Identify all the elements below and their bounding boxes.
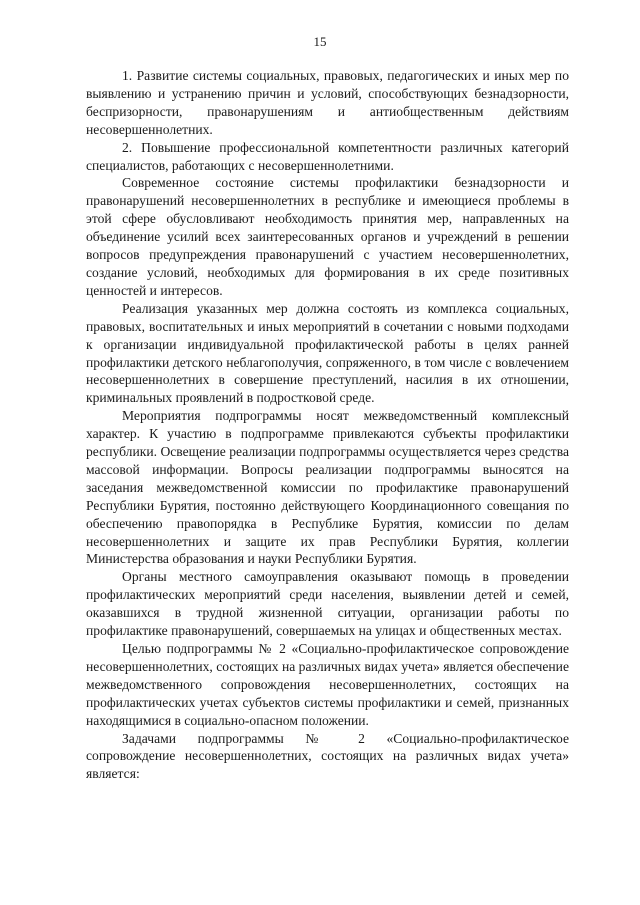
paragraph-implementation: Реализация указанных мер должна состоять из комплекса социальных, правовых, воспитательных и иных мероприятий в сочетании с новыми подходами к организации индивидуальной профилактической работы в целях ранней профилактики детского неблагополучия, сопряженного, в том числе с вовлечением несовершеннолетних в совершение преступлений, насилия в их отношении, криминальных проявлений в подростковой среде.	[86, 300, 569, 406]
paragraph-subprogram-tasks: Задачами подпрограммы № 2 «Социально-профилактическое сопровождение несовершеннолетних, состоящих на различных видах учета» является:	[86, 730, 569, 782]
paragraph-goal-1: 1. Развитие системы социальных, правовых, педагогических и иных мер по выявлению и устранению причин и условий, способствующих безнадзорности, беспризорности, правонарушениям и антиобщественным действиям несовершеннолетних.	[86, 68, 569, 137]
paragraph-current-state: Современное состояние системы профилактики безнадзорности и правонарушений несовершеннолетних в республике и имеющиеся проблемы в этой сфере обусловливают необходимость принятия мер, направленных на объединение усилий всех заинтересованных органов и учреждений в решении вопросов предупреждения правонарушений с участием несовершеннолетних, создание условий, необходимых для формирования в их среде позитивных ценностей и интересов.	[86, 175, 569, 298]
document-body	[86, 67, 569, 783]
paragraph-local-government: Органы местного самоуправления оказывают помощь в проведении профилактических мероприятий среди населения, выявлении детей и семей, оказавшихся в трудной жизненной ситуации, организации работы по профилактике правонарушений, совершаемых на улицах и общественных местах.	[86, 569, 569, 639]
paragraph-goal-2: 2. Повышение профессиональной компетентности различных категорий специалистов, работающих с несовершеннолетними.	[86, 139, 569, 173]
paragraph-subprogram-goal: Целью подпрограммы № 2 «Социально-профилактическое сопровождение несовершеннолетних, состоящих на различных видах учета» является обеспечение межведомственного сопровождения несовершеннолетних, состоящих на профилактических учетах субъектов системы профилактики и семей, признанных находящимися в социально-опасном положении.	[86, 641, 569, 728]
paragraph-measures: Мероприятия подпрограммы носят межведомственный комплексный характер. К участию в подпрограмме привлекаются субъекты профилактики республики. Освещение реализации подпрограммы осуществляется через средства массовой информации. Вопросы реализации подпрограммы выносятся на заседания межведомственной комиссии по профилактике правонарушений Республики Бурятия, постоянно действующего Координационного совещания по обеспечению правопорядка в Республике Бурятия, комиссии по делам несовершеннолетних и защите их прав Республики Бурятия, коллегии Министерства образования и науки Республики Бурятия.	[86, 408, 569, 567]
page-number: 15	[313, 34, 327, 49]
